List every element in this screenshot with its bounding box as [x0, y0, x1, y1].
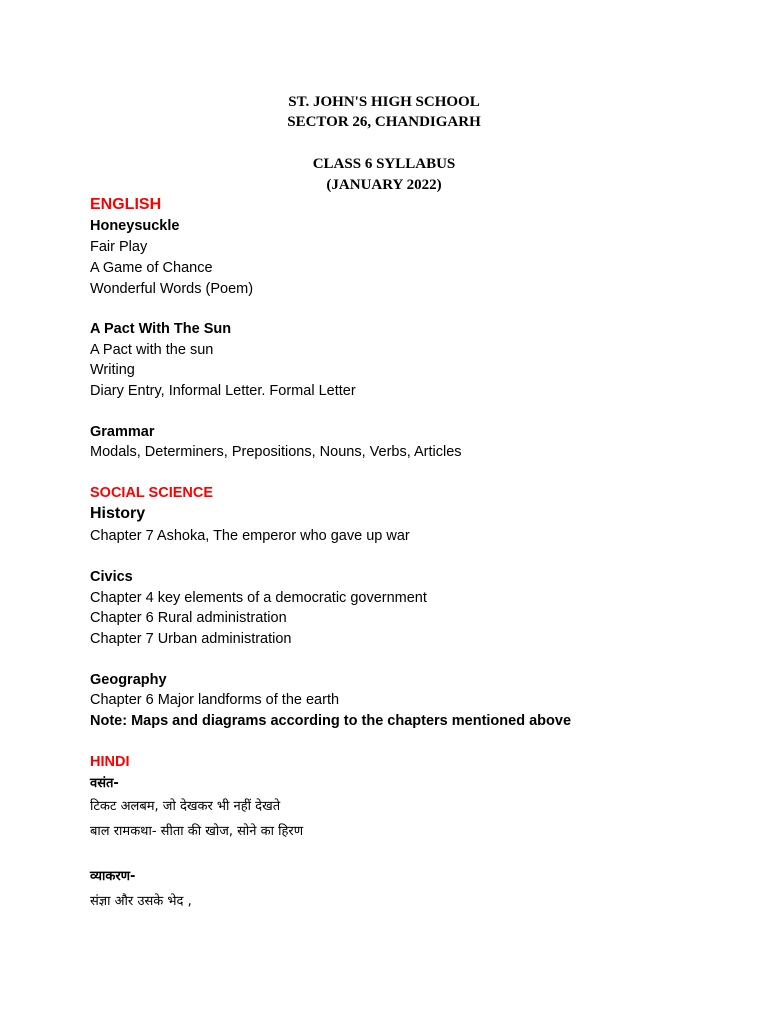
social-science-title: SOCIAL SCIENCE: [90, 485, 214, 501]
school-address: SECTOR 26, CHANDIGARH: [287, 114, 481, 130]
list-item: संज्ञा और उसके भेद ,: [90, 894, 192, 909]
pact-heading: A Pact With The Sun: [90, 321, 232, 337]
list-item: Chapter 6 Major landforms of the earth: [90, 692, 340, 708]
note-text: Note: Maps and diagrams according to the chapters mentioned above: [90, 713, 572, 729]
honeysuckle-heading: Honeysuckle: [90, 218, 180, 234]
list-item: Modals, Determiners, Prepositions, Nouns, Verbs, Articles: [90, 444, 462, 460]
list-item: बाल रामकथा- सीता की खोज, सोने का हिरण: [90, 824, 304, 839]
hindi-title: HINDI: [90, 754, 130, 770]
school-name: ST. JOHN'S HIGH SCHOOL: [288, 94, 480, 110]
syllabus-date: (JANUARY 2022): [326, 177, 442, 193]
list-item: Wonderful Words (Poem): [90, 281, 254, 297]
list-item: Chapter 6 Rural administration: [90, 610, 287, 626]
list-item: Chapter 7 Ashoka, The emperor who gave up war: [90, 528, 410, 544]
list-item: Fair Play: [90, 239, 148, 255]
list-item: टिकट अलबम, जो देखकर भी नहीं देखते: [90, 799, 281, 814]
syllabus-title: CLASS 6 SYLLABUS: [312, 156, 456, 172]
grammar-heading: Grammar: [90, 424, 155, 440]
list-item: Chapter 4 key elements of a democratic government: [90, 590, 427, 606]
vyakaran-heading: व्याकरण-: [90, 869, 136, 884]
civics-heading: Civics: [90, 569, 133, 585]
list-item: A Game of Chance: [90, 260, 213, 276]
history-heading: History: [90, 505, 146, 522]
english-title: ENGLISH: [90, 196, 162, 213]
list-item: Chapter 7 Urban administration: [90, 631, 292, 647]
vasant-heading: वसंत-: [90, 776, 119, 791]
list-item: Diary Entry, Informal Letter. Formal Letter: [90, 383, 356, 399]
list-item: Writing: [90, 362, 135, 378]
list-item: A Pact with the sun: [90, 342, 214, 358]
geography-heading: Geography: [90, 672, 167, 688]
